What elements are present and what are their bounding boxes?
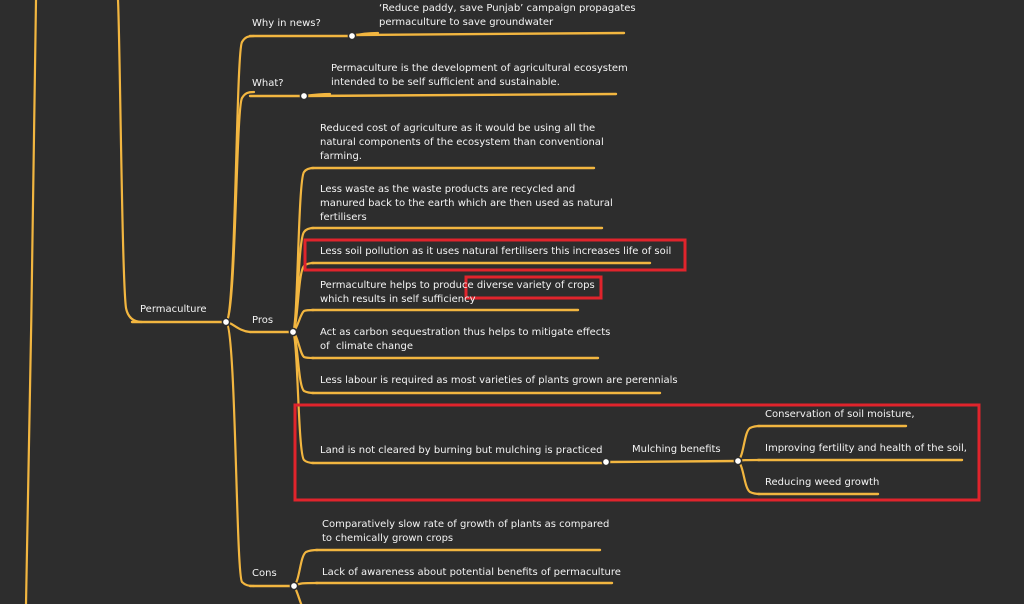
- category-why-in-news[interactable]: Why in news?: [252, 18, 321, 29]
- mulching-knob[interactable]: [734, 457, 741, 464]
- cons-item-1[interactable]: Comparatively slow rate of growth of plants as compared to chemically grown crops: [322, 519, 610, 544]
- branch-cons: [226, 322, 254, 586]
- pros-item-6[interactable]: Less labour is required as most varieties of plants grown are perennials: [320, 375, 678, 386]
- mulching-branch-3: [738, 461, 760, 494]
- what-knob[interactable]: [300, 92, 307, 99]
- branch-why: [226, 36, 254, 322]
- category-what[interactable]: What?: [252, 78, 284, 89]
- category-cons[interactable]: Cons: [252, 568, 277, 579]
- cons-branch-1: [294, 550, 318, 586]
- mulching-branch-1: [738, 426, 760, 461]
- mulching-underline: [606, 461, 738, 462]
- mulching-item-3[interactable]: Reducing weed growth: [765, 477, 880, 488]
- central-node-permaculture[interactable]: Permaculture: [140, 304, 207, 315]
- why-in-news-text[interactable]: ‘Reduce paddy, save Punjab’ campaign propagates permaculture to save groundwater: [379, 3, 636, 28]
- what-text[interactable]: Permaculture is the development of agricultural ecosystem intended to be self sufficient and sustainable.: [331, 63, 628, 88]
- cons-item-2[interactable]: Lack of awareness about potential benefits of permaculture: [322, 567, 621, 578]
- pros-item-2[interactable]: Less waste as the waste products are recycled and manured back to the earth which are then used as natural fertilisers: [320, 184, 613, 223]
- pros-item-7[interactable]: Land is not cleared by burning but mulching is practiced: [320, 445, 603, 456]
- cons-knob[interactable]: [290, 582, 297, 589]
- pros-knob[interactable]: [289, 328, 296, 335]
- upper-trunk-line: [118, 0, 142, 322]
- pros-item-5[interactable]: Act as carbon sequestration thus helps to mitigate effects of climate change: [320, 327, 611, 352]
- pros-item-4[interactable]: Permaculture helps to produce diverse variety of crops which results in self sufficiency: [320, 280, 595, 305]
- what-text-underline: [304, 94, 616, 96]
- mulching-parent-knob[interactable]: [602, 458, 609, 465]
- pros-item-1[interactable]: Reduced cost of agriculture as it would be using all the natural components of the ecosystem than conventional farming.: [320, 123, 604, 162]
- mulching-benefits-node[interactable]: Mulching benefits: [632, 444, 721, 455]
- why-text-underline: [352, 33, 624, 35]
- pros-item-3[interactable]: Less soil pollution as it uses natural fertilisers this increases life of soil: [320, 246, 672, 257]
- category-pros[interactable]: Pros: [252, 315, 274, 326]
- why-knob[interactable]: [348, 32, 355, 39]
- left-trunk-line: [26, 0, 36, 604]
- mulching-item-1[interactable]: Conservation of soil moisture,: [765, 409, 915, 420]
- permaculture-knob[interactable]: [222, 318, 229, 325]
- mulching-item-2[interactable]: Improving fertility and health of the soil,: [765, 443, 967, 454]
